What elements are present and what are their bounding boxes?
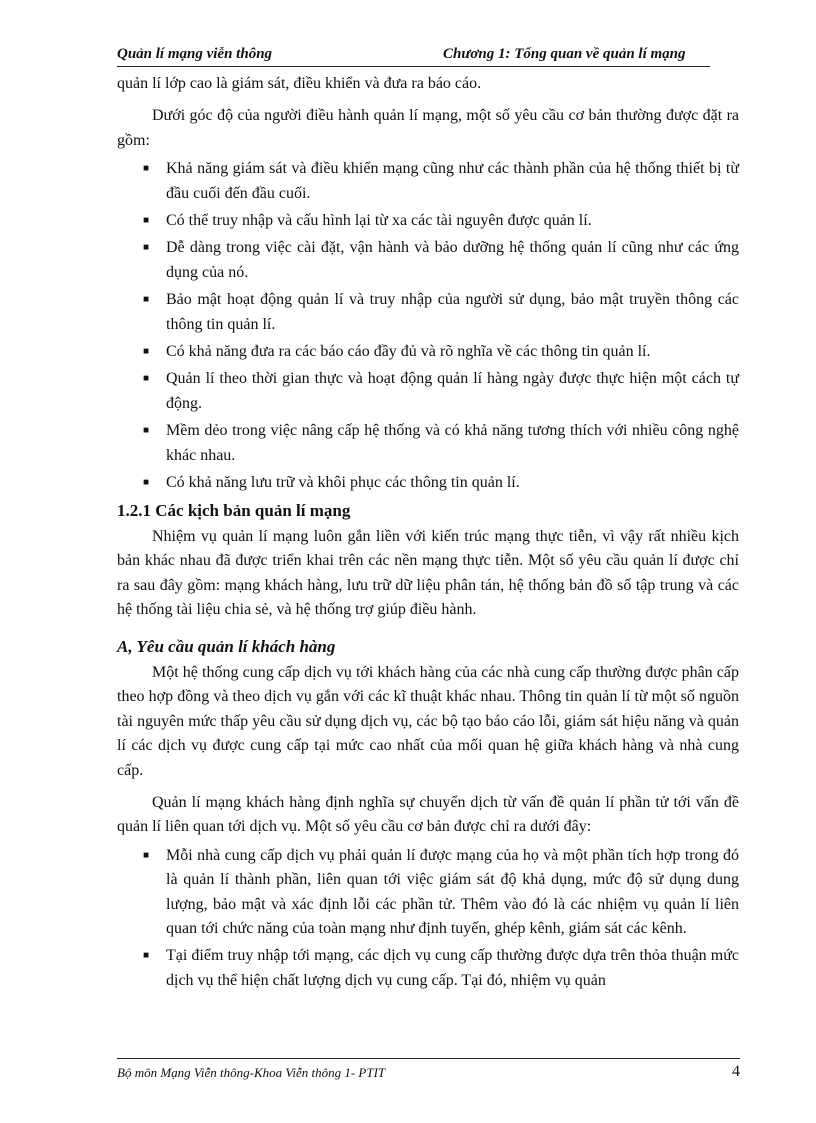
header-book-title: Quản lí mạng viễn thông <box>117 46 273 62</box>
section-paragraph: Nhiệm vụ quản lí mạng luôn gắn liền với kiến trúc mạng thực tiễn, vì vậy rất nhiều kịch bản khác nhau đã được triển khai trên các nền mạng thực tiễn. Một số yêu cầu quản lí được chỉ ra sau đây gồm: mạng khách hàng, lưu trữ dữ liệu phân tán, hệ thống bản đồ số tập trung và các hệ thống tài liệu chia sẻ, và hệ thống trợ giúp điều hành. <box>117 527 739 619</box>
square-bullet-icon: ■ <box>143 163 150 175</box>
page-number: 4 <box>732 1063 740 1080</box>
list-item: ■ Bảo mật hoạt động quản lí và truy nhập của người sử dụng, bảo mật truyền thông các thông tin quản lí. <box>117 288 739 337</box>
list-item: ■ Quản lí theo thời gian thực và hoạt động quản lí hàng ngày được thực hiện một cách tự động. <box>117 367 739 416</box>
list-item: ■ Khả năng giám sát và điều khiển mạng cũng như các thành phần của hệ thống thiết bị từ đầu cuối đến đầu cuối. <box>117 157 739 206</box>
list-item: ■ Tại điểm truy nhập tới mạng, các dịch vụ cung cấp thường được dựa trên thỏa thuận mức dịch vụ thể hiện chất lượng dịch vụ cung cấp. Tại đó, nhiệm vụ quản <box>117 944 739 993</box>
list-item: ■ Có khả năng đưa ra các báo cáo đầy đủ và rõ nghĩa về các thông tin quản lí. <box>117 340 739 364</box>
footer-department: Bộ môn Mạng Viễn thông-Khoa Viễn thông 1- PTIT <box>117 1065 386 1080</box>
list-item: ■ Có thể truy nhập và cấu hình lại từ xa các tài nguyên được quản lí. <box>117 209 739 233</box>
list-item: ■ Mỗi nhà cung cấp dịch vụ phải quản lí được mạng của họ và một phần tích hợp trong đó là quản lí thành phần, liên quan tới việc giám sát độ khả dụng, mức độ sử dụng dung lượng, bảo mật và xác định lỗi các phần tử. Thêm vào đó là các nhiệm vụ quản lí liên quan tới chức năng của toàn mạng như định tuyến, ghép kênh, giám sát các kênh. <box>117 844 739 942</box>
square-bullet-icon: ■ <box>143 242 150 254</box>
page-footer <box>117 1058 740 1081</box>
subsection-paragraph-1: Một hệ thống cung cấp dịch vụ tới khách hàng của các nhà cung cấp thường được phân cấp theo hợp đồng và theo dịch vụ gắn với các kĩ thuật khác nhau. Thông tin quản lí từ một số nguồn tài nguyên mức thấp yêu cầu sử dụng dịch vụ, các bộ tạo báo cáo lỗi, giám sát hiệu năng và quản lí các dịch vụ được cung cấp tại mức cao nhất của mối quan hệ giữa khách hàng và nhà cung cấp. <box>117 663 739 779</box>
section-heading: 1.2.1 Các kịch bản quản lí mạng <box>117 500 351 520</box>
intro-line: quản lí lớp cao là giám sát, điều khiển và đưa ra báo cáo. <box>117 75 482 92</box>
subsection-paragraph-2: Quản lí mạng khách hàng định nghĩa sự chuyển dịch từ vấn đề quản lí phần tử tới vấn đề quản lí liên quan tới dịch vụ. Một số yêu cầu cơ bản được chỉ ra dưới đây: <box>117 793 739 836</box>
page-header <box>117 46 710 67</box>
header-chapter-title: Chương 1: Tổng quan về quản lí mạng <box>443 46 686 62</box>
list-item: ■ Có khả năng lưu trữ và khôi phục các thông tin quản lí. <box>117 471 739 495</box>
square-bullet-icon: ■ <box>143 477 150 489</box>
list-item: ■ Mềm dẻo trong việc nâng cấp hệ thống và có khả năng tương thích với nhiều công nghệ khác nhau. <box>117 419 739 468</box>
intro-paragraph: Dưới góc độ của người điều hành quản lí mạng, một số yêu cầu cơ bản thường được đặt ra gồm: <box>117 107 739 149</box>
square-bullet-icon: ■ <box>143 425 150 437</box>
list-item: ■ Dễ dàng trong việc cài đặt, vận hành và bảo dưỡng hệ thống quản lí cũng như các ứng dụng của nó. <box>117 236 739 285</box>
square-bullet-icon: ■ <box>143 215 150 227</box>
requirements-list <box>117 157 739 495</box>
subsection-heading: A, Yêu cầu quản lí khách hàng <box>117 636 336 656</box>
square-bullet-icon: ■ <box>143 346 150 358</box>
page-body <box>117 72 739 996</box>
square-bullet-icon: ■ <box>143 294 150 306</box>
customer-requirements-list <box>117 844 739 993</box>
square-bullet-icon: ■ <box>143 950 150 962</box>
square-bullet-icon: ■ <box>143 373 150 385</box>
square-bullet-icon: ■ <box>143 849 150 861</box>
